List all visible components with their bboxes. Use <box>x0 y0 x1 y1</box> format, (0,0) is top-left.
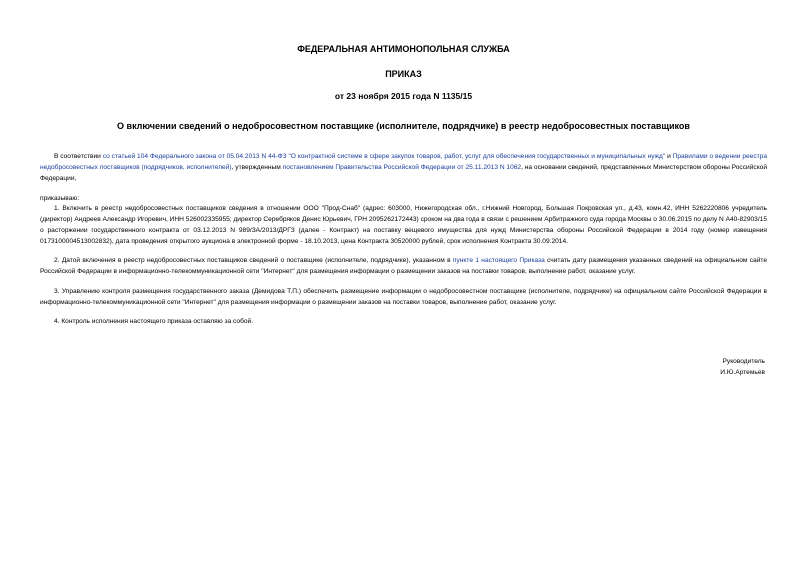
paragraph-2-text-2: считать дату размещения указанных сведений на официальном сайте Российской Федерации в информационно-телекоммуникационной сети "Интернет" для размещения информации о размещении заказов на поставки товаров, выполнение работ, оказание услуг. <box>40 257 768 275</box>
intro-text-1: В соответствии <box>54 153 103 160</box>
order-clause-link[interactable]: пункте 1 настоящего Приказа <box>452 257 545 264</box>
agency-heading: ФЕДЕРАЛЬНАЯ АНТИМОНОПОЛЬНАЯ СЛУЖБА <box>297 44 510 54</box>
intro-text-4: , на основании сведений, представленных Министерством обороны Российской Федерации, <box>40 164 768 182</box>
document-title: О включении сведений о недобросовестном поставщике (исполнителе, подрядчике) в реестр недобросовестных поставщиков <box>117 121 690 131</box>
intro-text-3: , утвержденным <box>231 164 283 171</box>
paragraph-4: 4. Контроль исполнения настоящего приказа оставляю за собой. <box>54 318 254 325</box>
doc-type-heading: ПРИКАЗ <box>385 69 422 79</box>
rules-link[interactable]: Правилами о ведении реестра недобросовестных поставщиков (подрядчиков, исполнителей) <box>40 153 767 171</box>
paragraph-1: 1. Включить в реестр недобросовестных поставщиков сведения в отношении ООО "Прод-Снаб" (адрес: 603000, Нижегородская обл., г.Нижний Новгород, Большая Покровская ул., д.43, комн.42, ИНН 5262220806 учредитель (директор) Андреев Александр Игоревич, ИНН 526002335955; директор Серебряков Денис Юрьевич, ГРН 2095262172443) сроком на два года в связи с решением Арбитражного суда города Москвы о 30.06.2015 по делу N А40-82903/15 о расторжении государственного контракта от 03.12.2013 N 989/ЗА/2013/ДРГЗ (далее - Контракт) на поставку вещевого имущества для нужд Министерства обороны Российской Федерации в 2014 году (номер извещения 0173100004513002832), дата проведения открытого аукциона в электронной форме - 18.10.2013, цена Контракта 30520000 рублей, срок исполнения Контракта 30.09.2014. <box>40 205 767 245</box>
law-article-link[interactable]: со статьей 104 Федерального закона от 05.04.2013 N 44-ФЗ "О контрактной системе в сфере закупок товаров, работ, услуг для обеспечения государственных и муниципальных нужд" <box>102 153 666 160</box>
order-word: приказываю: <box>40 195 80 202</box>
signature-name: И.Ю.Артемьев <box>720 369 765 376</box>
paragraph-3: 3. Управлению контроля размещения государственного заказа (Демидова Т.П.) обеспечить размещение информации о недобросовестном поставщике (исполнителе, подрядчике) на официальном сайте Российской Федерации в информационно-телекоммуникационной сети "Интернет" для размещения информации о размещении заказов на поставки товаров, выполнение работ, оказание услуг. <box>40 288 767 306</box>
date-number-heading: от 23 ноября 2015 года N 1135/15 <box>334 91 473 101</box>
paragraph-2-text-1: 2. Датой включения в реестр недобросовестных поставщиков сведений о поставщике (исполнителе, подрядчике), указанном в <box>54 257 453 264</box>
intro-text-2: и <box>665 153 673 160</box>
signature-role: Руководитель <box>722 358 765 365</box>
intro-paragraph <box>40 151 767 184</box>
paragraph-2 <box>40 255 767 277</box>
government-resolution-link[interactable]: постановлением Правительства Российской Федерации от 25.11.2013 N 1062 <box>282 164 522 171</box>
